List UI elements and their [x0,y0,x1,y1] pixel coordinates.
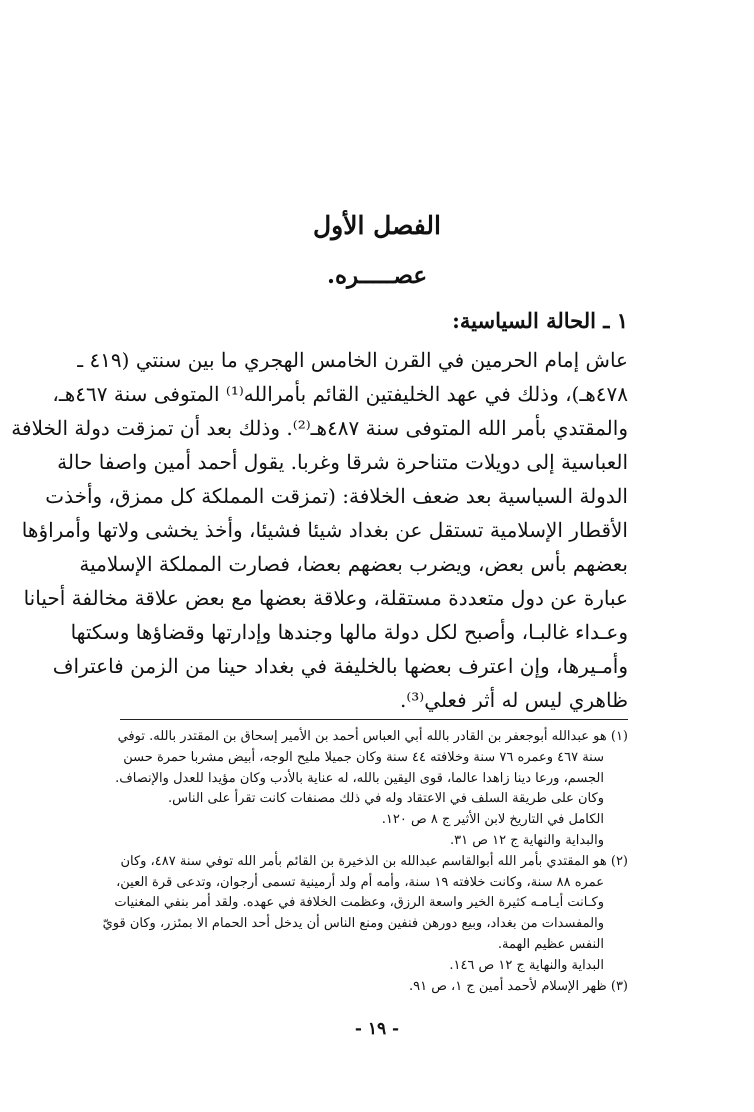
footnote-divider [120,719,628,720]
footnote-2 [102,852,628,977]
footnote-line: (٣) ظهر الإسلام لأحمد أمين ج ١، ص ٩١. [408,978,628,994]
footnote-line: النفس عظيم الهمة. [497,936,604,952]
footnote-line: والبداية والنهاية ج ١٢ ص ٣١. [450,832,604,848]
body-line: وأمـيرها، وإن اعترف بعضها بالخليفة في بغداد حينا من الزمن فاعتراف [52,654,628,678]
footnote-line: الجسم، ورعا دينا زاهدا عالما، قوى اليقين بالله، له عناية بالأدب وكان مؤيدا للعدل والإنصاف. [115,770,604,786]
body-line: والمقتدي بأمر الله المتوفى سنة ٤٨٧هـ⁽²⁾. وذلك بعد أن تمزقت دولة الخلافة [11,416,628,440]
chapter-subtitle: عصـــــره. [326,262,428,289]
footnote-line: عمره ٨٨ سنة، وكانت خلافته ١٩ سنة، وأمه أم ولد أرمينية تسمى أرجوان، وتدعى قرة العين، [116,874,604,890]
footnote-line: الكامل في التاريخ لابن الأثير ج ٨ ص ١٢٠. [381,812,604,828]
body-line: ظاهري ليس له أثر فعلي⁽³⁾. [399,688,628,712]
body-line: وعـداء غالبـا، وأصبح لكل دولة مالها وجندها وإدارتها وقضاؤها وسكتها [70,620,628,644]
footnote-1 [115,727,628,852]
footnote-line: والمفسدات من بغداد، وبيع دورهن فنفين ومنع الناس أن يدخل أحد الحمام الا بمئزر، وكان قويّ [102,916,604,932]
body-paragraph [11,343,628,717]
section-heading: ١ ـ الحالة السياسية: [452,308,628,333]
footnote-line: (١) هو عبدالله أبوجعفر بن القادر بالله أبي العباس أحمد بن الأمير إسحاق بن المقتدر بالله. توفي [117,729,628,744]
body-line: ٤٧٨هـ)، وذلك في عهد الخليفتين القائم بأمرالله⁽¹⁾ المتوفى سنة ٤٦٧هـ، [52,382,628,406]
footnote-line: (٢) هو المقتدي بأمر الله أبوالقاسم عبدالله بن الذخيرة بن القائم بأمر الله توفي سنة ٤٨٧، وكان [120,853,628,869]
chapter-title: الفصل الأول [313,211,441,240]
footnotes [102,727,628,997]
body-line: العباسية إلى دويلات متناحرة شرقا وغربا. يقول أحمد أمين واصفا حالة [57,450,628,474]
footnote-3 [118,977,628,998]
footnote-line: البداية والنهاية ج ١٢ ص ١٤٦. [449,957,604,973]
body-line: الدولة السياسية بعد ضعف الخلافة: (تمزقت المملكة كل ممزق، وأخذت [45,484,628,508]
footnote-line: سنة ٤٦٧ وعمره ٧٦ سنة وخلافته ٤٤ سنة وكان جميلا مليح الوجه، أبيض مشربا حمرة حسن [123,749,604,765]
page-number: - ١٩ - [354,1019,400,1039]
footnote-line: وكان على طريقة السلف في الاعتقاد وله في ذلك مصنفات كانت تقرأ على الناس. [167,791,604,807]
body-line: بعضهم بأس بعض، ويضرب بعضهم بعضا، فصارت المملكة الإسلامية [79,552,628,576]
footnote-line: وكـانت أيـامـه كثيرة الخير واسعة الرزق، وعظمت الخلافة في عهده. ولقد أمر بنفي المغنيات [114,895,604,911]
body-line: عاش إمام الحرمين في القرن الخامس الهجري ما بين سنتي (٤١٩ ـ [77,348,628,372]
body-line: عبارة عن دول متعددة مستقلة، وعلاقة بعضها مع بعض علاقة مخالفة أحيانا [23,586,628,610]
body-line: الأقطار الإسلامية تستقل عن بغداد شيئا فشيئا، وأخذ يخشى ولاتها وأمراؤها [21,518,628,542]
